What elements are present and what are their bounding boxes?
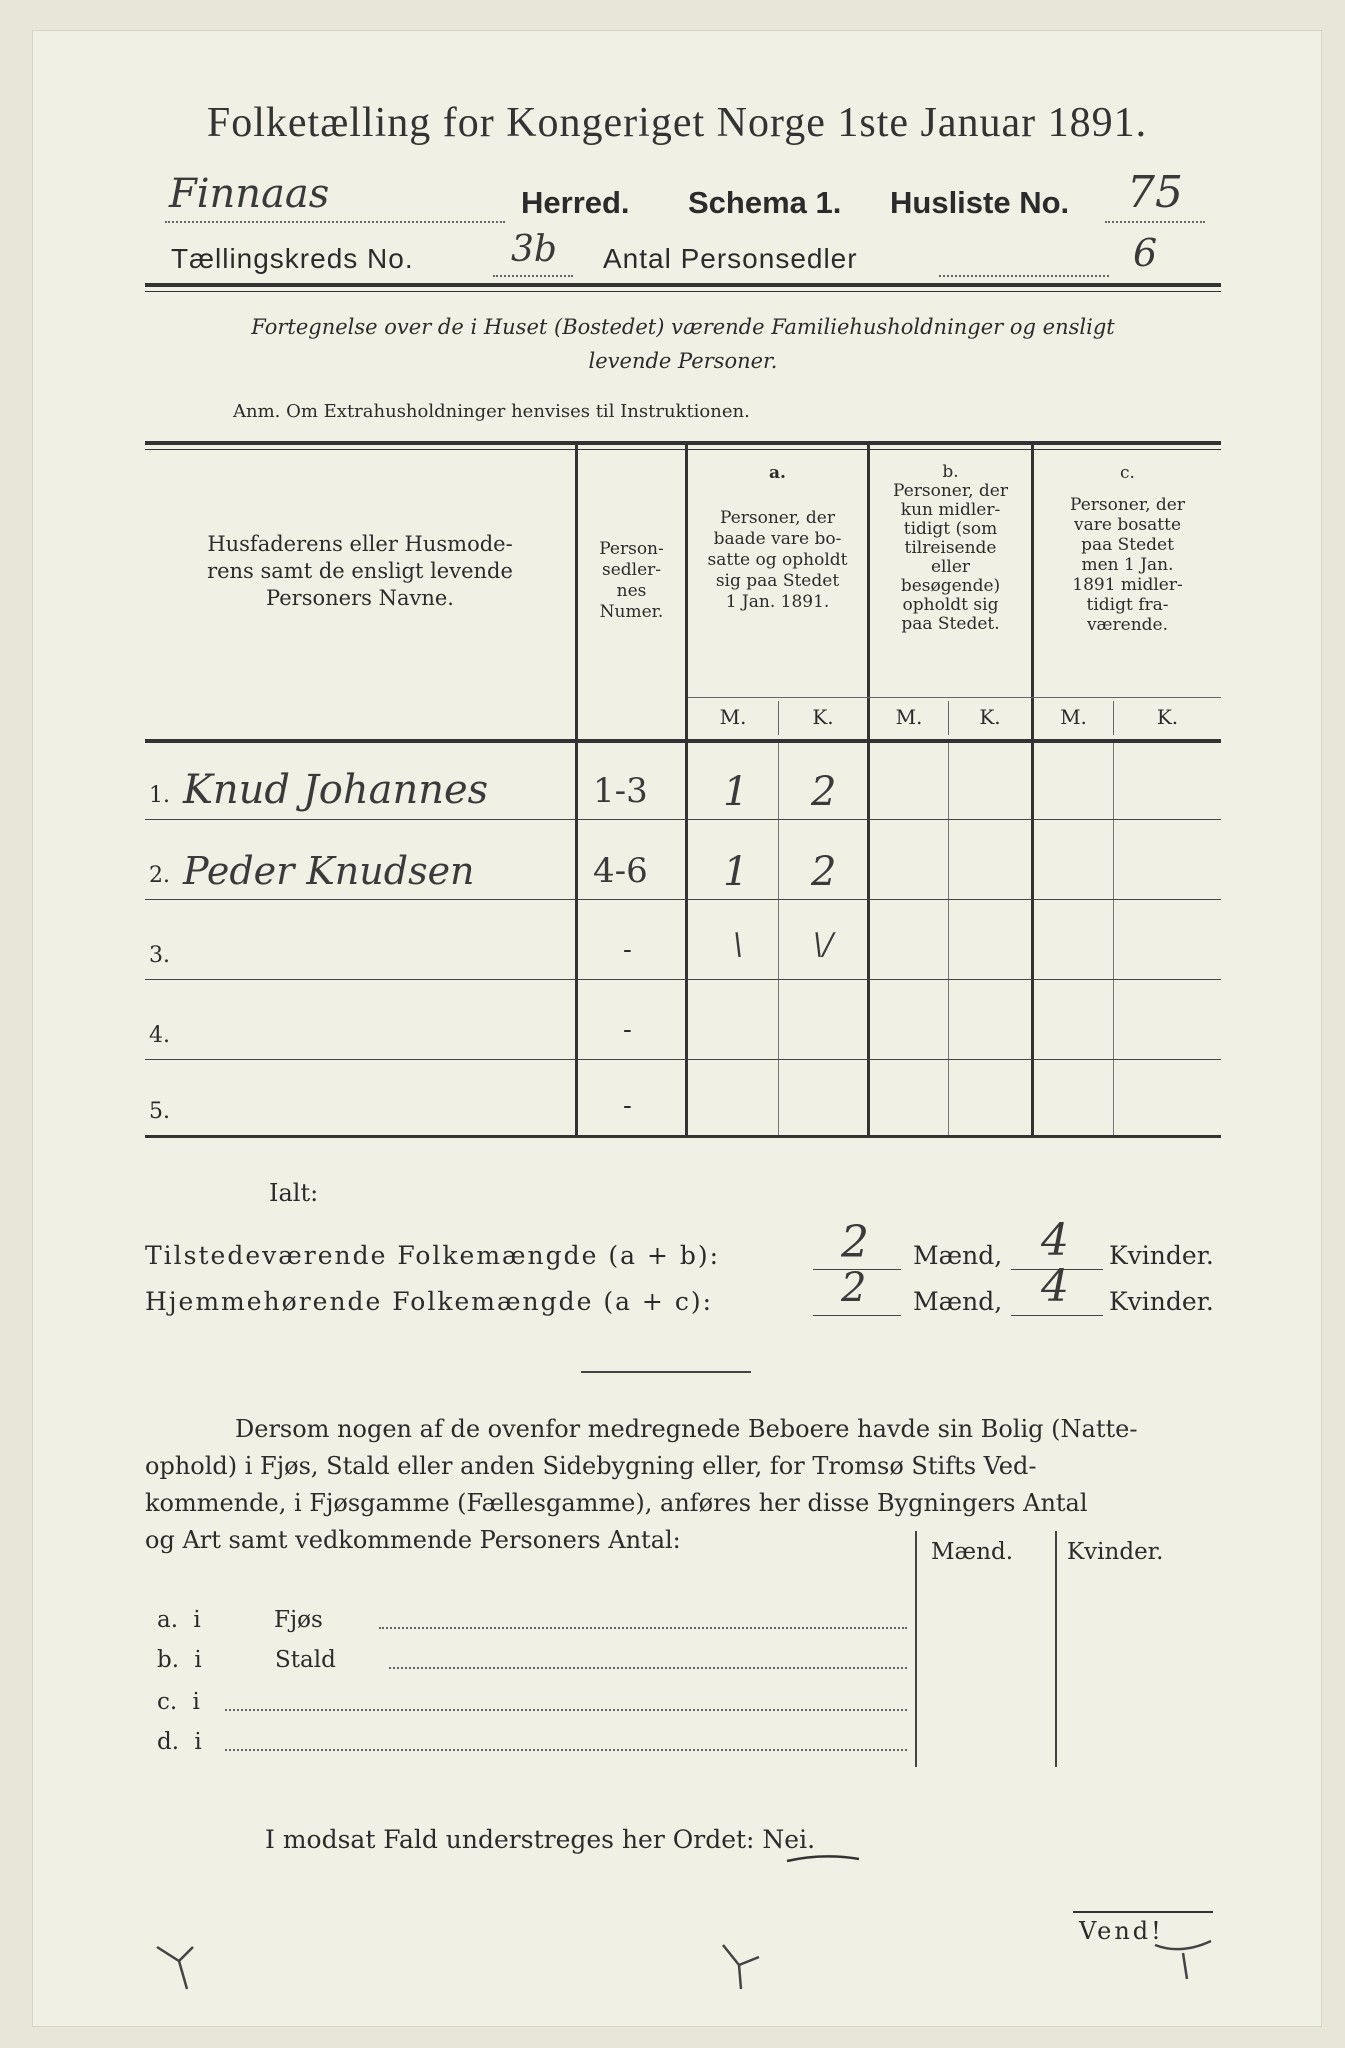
nei-underline-stroke (783, 1851, 863, 1867)
row-3-a-m: \ (733, 927, 744, 962)
b-m-label: M. (895, 705, 923, 729)
tilstede-kvinder-value: 4 (1041, 1215, 1069, 1266)
col-name-header: Husfaderens eller Husmode- rens samt de ensligt levende Personers Navne. (207, 532, 513, 610)
row-sep-3 (145, 979, 1221, 980)
modsat-note: I modsat Fald understreges her Ordet: Nei. (265, 1825, 816, 1854)
hjemme-maend-line (813, 1315, 901, 1316)
antal-value: 6 (1133, 231, 1158, 275)
row-3-number: 3. (149, 943, 170, 968)
buildings-kvinder-header: Kvinder. (1067, 1539, 1164, 1565)
row-3-numer: - (623, 935, 632, 965)
para-line-1: Dersom nogen af de ovenfor medregnede Beboere havde sin Bolig (Natte- (235, 1415, 1138, 1443)
building-a-prep: i (193, 1607, 201, 1633)
building-b-dots (389, 1667, 907, 1669)
b-k-label: K. (979, 705, 1001, 729)
building-b-prep: i (194, 1647, 202, 1673)
row-1-numer: 1-3 (593, 771, 648, 811)
building-c-letter: c. (157, 1689, 178, 1715)
tilstede-maend-word: Mænd, (913, 1241, 1003, 1270)
row-5-number: 5. (149, 1099, 170, 1124)
building-row-b (157, 1647, 909, 1681)
tilstede-kvinder-word: Kvinder. (1109, 1241, 1214, 1270)
building-d-letter: d. (157, 1729, 180, 1755)
husliste-label: Husliste No. (890, 185, 1070, 220)
building-d-prep: i (194, 1729, 202, 1755)
building-c-prep: i (192, 1689, 200, 1715)
para-line-2: ophold) i Fjøs, Stald eller anden Sidebygning eller, for Tromsø Stifts Ved- (145, 1452, 1037, 1480)
row-2-numer: 4-6 (593, 851, 648, 891)
building-row-c (157, 1689, 909, 1723)
row-1-a-m: 1 (723, 769, 749, 815)
intro-line-1: Fortegnelse over de i Huset (Bostedet) værende Familiehusholdninger og ensligt (251, 315, 1115, 339)
building-a-name: Fjøs (274, 1607, 323, 1633)
corner-mark-center (713, 1937, 773, 1997)
building-row-a (157, 1607, 909, 1641)
col-b-header: b. Personer, der kun midler- tidigt (som tilreisende eller besøgende) opholdt sig paa Stedet. (893, 462, 1008, 634)
row-2-a-k: 2 (811, 849, 837, 895)
c-k-label: K. (1156, 705, 1179, 729)
anm-note: Anm. Om Extrahusholdninger henvises til Instruktionen. (233, 401, 750, 422)
para-line-4: og Art samt vedkommende Personers Antal: (145, 1526, 681, 1554)
mk-top-rule (688, 697, 1221, 698)
row-4-numer: - (623, 1015, 632, 1045)
a-m-label: M. (719, 705, 747, 729)
building-b-letter: b. (157, 1647, 180, 1673)
row-4-number: 4. (149, 1023, 170, 1048)
header-bottom-rule (145, 739, 1221, 743)
kreds-label: Tællingskreds No. (171, 243, 414, 274)
building-b-name: Stald (275, 1647, 336, 1673)
ialt-label: Ialt: (269, 1179, 319, 1207)
schema-label: Schema 1. (688, 185, 842, 220)
table-top-rule (145, 441, 1221, 445)
col-numer-header: Person- sedler- nes Numer. (599, 539, 664, 622)
row-1-a-k: 2 (811, 769, 837, 815)
antal-field-line (939, 241, 1109, 277)
row-2-name: Peder Knudsen (183, 849, 475, 893)
row-2-a-m: 1 (723, 849, 749, 895)
section-divider (581, 1371, 751, 1373)
row-2-number: 2. (149, 863, 170, 888)
husliste-value: 75 (1127, 167, 1183, 218)
para-line-3: kommende, i Fjøsgamme (Fællesgamme), anføres her disse Bygningers Antal (145, 1489, 1088, 1517)
building-row-d (157, 1729, 909, 1763)
col-a-header: a. Personer, der baade vare bo- satte og opholdt sig paa Stedet 1 Jan. 1891. (707, 463, 848, 612)
table-top-rule-thin (145, 449, 1221, 450)
a-mk-row-divider (778, 743, 779, 1135)
form-title: Folketælling for Kongeriget Norge 1ste Januar 1891. (206, 100, 1148, 146)
hjemme-maend-word: Mænd, (913, 1287, 1003, 1316)
building-c-dots (225, 1709, 907, 1711)
hjemme-maend-value: 2 (841, 1265, 867, 1311)
buildings-paragraph (145, 1411, 1221, 1559)
hjemme-label: Hjemmehørende Folkemængde (a + c): (145, 1287, 713, 1316)
c-m-label: M. (1060, 705, 1087, 729)
tilstede-label: Tilstedeværende Folkemængde (a + b): (145, 1241, 721, 1270)
vend-label: Vend! (1079, 1917, 1164, 1945)
buildings-col-divider-1 (915, 1531, 917, 1767)
table-bottom-rule (145, 1135, 1221, 1138)
a-k-label: K. (812, 705, 834, 729)
buildings-col-divider-2 (1055, 1531, 1057, 1767)
row-1-name: Knud Johannes (183, 767, 489, 813)
building-d-dots (225, 1749, 907, 1751)
vend-rule (1073, 1911, 1213, 1913)
row-sep-4 (145, 1059, 1221, 1060)
row-3-a-k: \/ (813, 927, 834, 962)
row-sep-2 (145, 899, 1221, 900)
tilstede-maend-value: 2 (841, 1217, 869, 1268)
row-1-number: 1. (149, 783, 170, 808)
header-rule-thin (145, 291, 1221, 292)
antal-label: Antal Personsedler (603, 243, 858, 274)
census-form-page (32, 30, 1322, 2027)
buildings-maend-header: Mænd. (931, 1539, 1014, 1565)
building-a-dots (379, 1627, 907, 1629)
c-mk-row-divider (1113, 743, 1114, 1135)
row-sep-1 (145, 819, 1221, 820)
intro-line-2: levende Personer. (588, 349, 778, 373)
b-mk-row-divider (948, 743, 949, 1135)
corner-mark-right (1151, 1931, 1221, 1991)
corner-mark-left (151, 1937, 211, 1997)
hjemme-kvinder-value: 4 (1041, 1261, 1069, 1312)
header-rule-thick (145, 283, 1221, 287)
herred-label: Herred. (521, 185, 630, 220)
hjemme-kvinder-line (1011, 1315, 1103, 1316)
col-c-header: c. Personer, der vare bosatte paa Stedet men 1 Jan. 1891 midler- tidigt fra- værende. (1070, 463, 1185, 635)
kreds-value: 3b (511, 229, 557, 270)
building-a-letter: a. (157, 1607, 179, 1633)
row-5-numer: - (623, 1091, 632, 1121)
herred-value: Finnaas (169, 171, 330, 217)
hjemme-kvinder-word: Kvinder. (1109, 1287, 1214, 1316)
